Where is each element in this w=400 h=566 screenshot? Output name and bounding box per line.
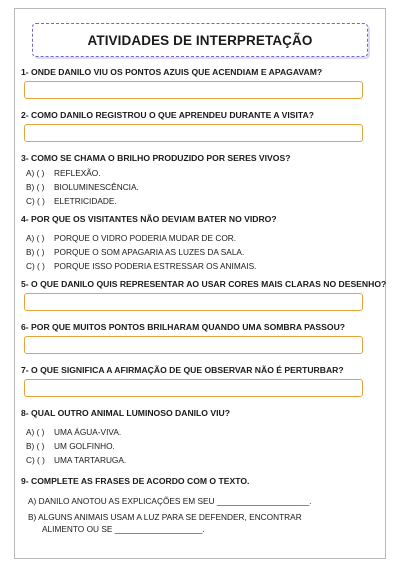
q3-option-c[interactable]	[26, 196, 117, 206]
question-1: 1- ONDE DANILO VIU OS PONTOS AZUIS QUE ACENDIAM E APAGAVAM?	[21, 67, 323, 77]
q8-option-b-marker[interactable]: B) ( )	[26, 441, 45, 451]
q8-option-b[interactable]	[26, 441, 115, 451]
q4-option-c-text: PORQUE ISSO PODERIA ESTRESSAR OS ANIMAIS.	[54, 261, 257, 271]
question-7: 7- O QUE SIGNIFICA A AFIRMAÇÃO DE QUE OBSERVAR NÃO É PERTURBAR?	[21, 365, 344, 375]
q4-option-a-marker[interactable]: A) ( )	[26, 233, 45, 243]
answer-box-5[interactable]	[24, 293, 363, 311]
page-title: ATIVIDADES DE INTERPRETAÇÃO	[32, 23, 368, 57]
q4-option-c-marker[interactable]: C) ( )	[26, 261, 45, 271]
q3-option-b[interactable]	[26, 182, 139, 192]
q3-option-b-text: BIOLUMINESCÊNCIA.	[54, 182, 139, 192]
question-8: 8- QUAL OUTRO ANIMAL LUMINOSO DANILO VIU?	[21, 408, 230, 418]
q4-option-b-text: PORQUE O SOM APAGARIA AS LUZES DA SALA.	[54, 247, 245, 257]
answer-box-1[interactable]	[24, 81, 363, 99]
q4-option-a-text: PORQUE O VIDRO PODERIA MUDAR DE COR.	[54, 233, 237, 243]
q3-option-c-text: ELETRICIDADE.	[54, 196, 117, 206]
q9-sentence-a[interactable]: A) DANILO ANOTOU AS EXPLICAÇÕES EM SEU ____________________.	[28, 496, 312, 506]
q4-option-b[interactable]	[26, 247, 244, 257]
question-9: 9- COMPLETE AS FRASES DE ACORDO COM O TEXTO.	[21, 476, 250, 486]
q8-option-c-text: UMA TARTARUGA.	[54, 455, 127, 465]
q4-option-b-marker[interactable]: B) ( )	[26, 247, 45, 257]
answer-box-6[interactable]	[24, 336, 363, 354]
answer-box-7[interactable]	[24, 379, 363, 397]
question-3: 3- COMO SE CHAMA O BRILHO PRODUZIDO POR SERES VIVOS?	[21, 153, 291, 163]
q3-option-a[interactable]	[26, 168, 101, 178]
question-2: 2- COMO DANILO REGISTROU O QUE APRENDEU DURANTE A VISITA?	[21, 110, 314, 120]
q8-option-c-marker[interactable]: C) ( )	[26, 455, 45, 465]
q8-option-c[interactable]	[26, 455, 126, 465]
q4-option-a[interactable]	[26, 233, 236, 243]
q8-option-a[interactable]	[26, 427, 121, 437]
question-5: 5- O QUE DANILO QUIS REPRESENTAR AO USAR CORES MAIS CLARAS NO DESENHO?	[21, 279, 387, 289]
q8-option-a-marker[interactable]: A) ( )	[26, 427, 45, 437]
q9-sentence-b-line-1: B) ALGUNS ANIMAIS USAM A LUZ PARA SE DEFENDER, ENCONTRAR	[28, 512, 302, 522]
q8-option-b-text: UM GOLFINHO.	[54, 441, 115, 451]
answer-box-2[interactable]	[24, 124, 363, 142]
q4-option-c[interactable]	[26, 261, 256, 271]
q3-option-b-marker[interactable]: B) ( )	[26, 182, 45, 192]
question-4: 4- POR QUE OS VISITANTES NÃO DEVIAM BATER NO VIDRO?	[21, 214, 277, 224]
q3-option-c-marker[interactable]: C) ( )	[26, 196, 45, 206]
question-6: 6- POR QUE MUITOS PONTOS BRILHARAM QUANDO UMA SOMBRA PASSOU?	[21, 322, 346, 332]
q8-option-a-text: UMA ÁGUA-VIVA.	[54, 427, 122, 437]
q3-option-a-marker[interactable]: A) ( )	[26, 168, 45, 178]
q3-option-a-text: REFLEXÃO.	[54, 168, 101, 178]
q9-sentence-b-line-2[interactable]: ALIMENTO OU SE ___________________.	[42, 524, 205, 534]
